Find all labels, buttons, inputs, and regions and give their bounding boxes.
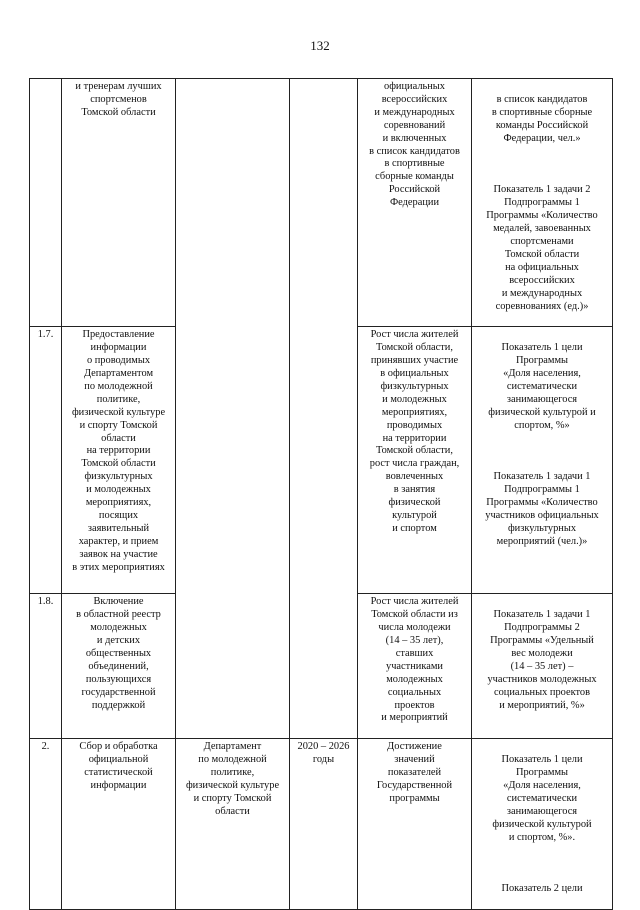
indicator-text: Показатель 1 задачи 1 Подпрограммы 1 Программы «Количество участников официальных физкультурных мероприятий (чел.)»: [485, 471, 599, 547]
event-cell: и тренерам лучших спортсменов Томской области: [62, 79, 176, 327]
indicator-text: Показатель 1 задачи 2 Подпрограммы 1 Программы «Количество медалей, завоеванных спортсменами Томской области на официальных всероссийских и международных соревнованиях (ед.)»: [486, 184, 598, 312]
indicator-text: Показатель 2 цели: [501, 883, 583, 895]
executor-cell: [176, 79, 290, 739]
result-cell: Достижение значений показателей Государственной программы: [358, 739, 472, 910]
event-cell: Сбор и обработка официальной статистической информации: [62, 739, 176, 910]
period-cell: [290, 79, 358, 739]
period-cell: 2020 – 2026 годы: [290, 739, 358, 910]
indicator-cell: [472, 327, 613, 594]
indicator-text: Показатель 1 задачи 1 Подпрограммы 2 Программы «Удельный вес молодежи (14 – 35 лет) – участников молодежных социальных проектов и мероприятий, %»: [487, 609, 597, 711]
executor-cell: Департамент по молодежной политике, физической культуре и спорту Томской области: [176, 739, 290, 910]
indicator-text: Показатель 1 цели Программы «Доля населения, систематически занимающегося физической культурой и спортом, %»: [488, 342, 596, 431]
indicator-text: Показатель 1 цели Программы «Доля населения, систематически занимающегося физической культурой и спортом, %».: [492, 754, 592, 843]
row-number: 1.7.: [30, 327, 62, 594]
row-number: 2.: [30, 739, 62, 910]
indicator-cell: [472, 739, 613, 910]
result-cell: Рост числа жителей Томской области, принявших участие в официальных физкультурных и молодежных мероприятиях, проводимых на территории Томской области, рост числа граждан, вовлеченных в занятия физической культурой и спортом: [358, 327, 472, 594]
event-cell: Включение в областной реестр молодежных и детских общественных объединений, пользующихся государственной поддержкой: [62, 594, 176, 739]
indicator-cell: [472, 594, 613, 739]
result-cell: Рост числа жителей Томской области из числа молодежи (14 – 35 лет), ставших участниками молодежных социальных проектов и мероприятий: [358, 594, 472, 739]
page-number: 132: [310, 38, 330, 53]
row-number: 1.8.: [30, 594, 62, 739]
table-row: [30, 739, 613, 910]
indicator-cell: [472, 79, 613, 327]
result-cell: официальных всероссийских и международных соревнований и включенных в список кандидатов в спортивные сборные команды Российской Федерации: [358, 79, 472, 327]
indicator-text: в список кандидатов в спортивные сборные команды Российской Федерации, чел.»: [491, 93, 593, 144]
row-number: [30, 79, 62, 327]
program-activities-table: [29, 78, 613, 910]
table-row: [30, 79, 613, 327]
event-cell: Предоставление информации о проводимых Департаментом по молодежной политике, физической культуре и спорту Томской области на территории Томской области физкультурных и молодежных мероприятиях, посящих заявительный характер, и прием заявок на участие в этих мероприятиях: [62, 327, 176, 594]
